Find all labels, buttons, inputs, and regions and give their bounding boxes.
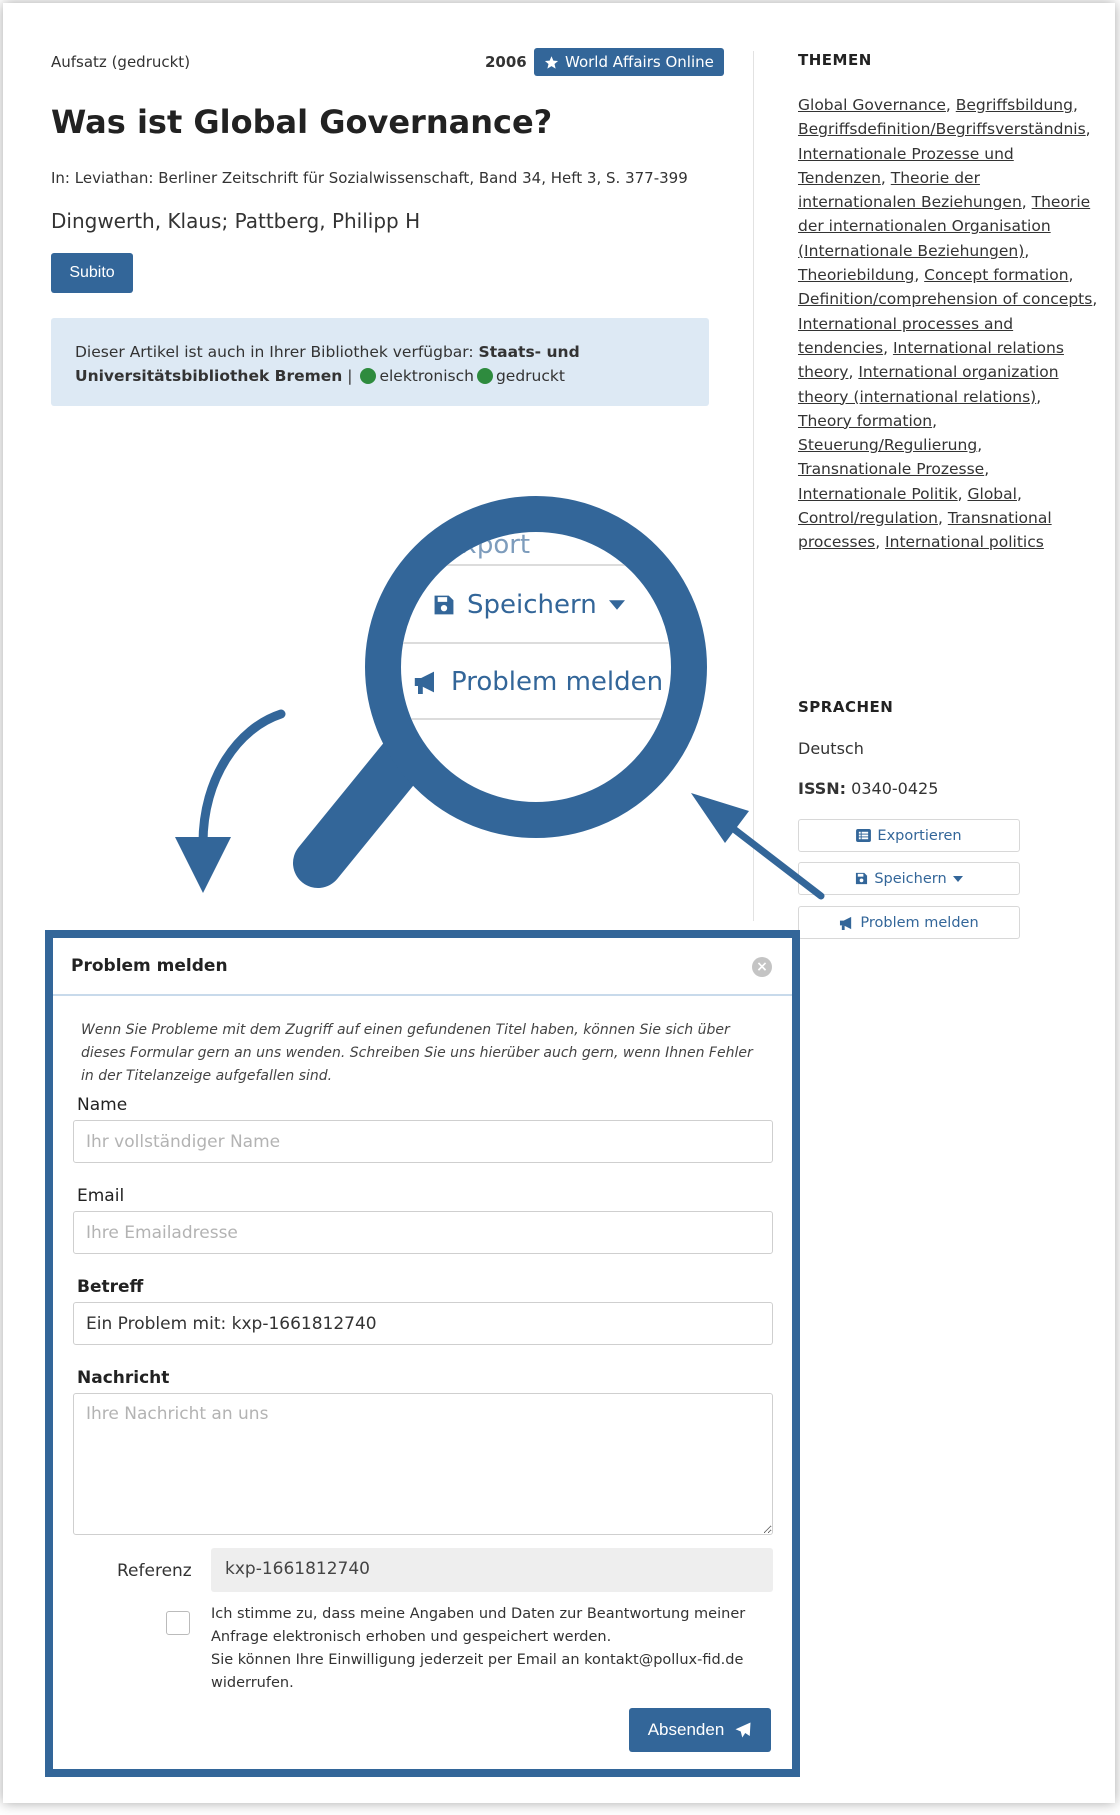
subject-label: Betreff [77,1277,144,1297]
modal-title: Problem melden [71,956,228,976]
topic-link[interactable]: International politics [885,533,1044,552]
subject-input[interactable] [73,1302,773,1345]
consent-checkbox[interactable] [166,1611,190,1635]
record-title: Was ist Global Governance? [51,103,553,141]
availability-prefix: Dieser Artikel ist auch in Ihrer Bibliothek verfügbar: [75,343,479,361]
topic-link[interactable]: Internationale Prozesse und Tendenzen [798,144,1014,187]
curved-arrow-head-icon [175,837,231,893]
topic-link[interactable]: Global [967,484,1017,503]
topics-heading: THEMEN [798,51,872,69]
consent-line-1: Ich stimme zu, dass meine Angaben und Daten zur Beantwortung meiner Anfrage elektronisch erhoben und gespeichert werden. [211,1606,746,1645]
topic-link[interactable]: Transnational processes [798,509,1052,552]
report-problem-button-label: Problem melden [860,914,979,931]
availability-printed[interactable]: gedruckt [495,367,565,385]
topic-link[interactable]: Steuerung/Regulierung [798,436,978,455]
magnifier-illustration [288,493,718,913]
name-label: Name [77,1095,128,1115]
topic-link[interactable]: International relations theory [798,338,1064,382]
page-frame [3,3,1115,1803]
topic-link[interactable]: Theory formation [798,411,933,430]
megaphone-icon [413,670,439,694]
magnified-export-label: Export [445,530,531,560]
submit-button-label: Absenden [647,1720,725,1739]
topic-link[interactable]: Definition/comprehension of concepts [798,290,1093,309]
consent-text [211,1603,771,1695]
magnified-export-item [445,530,530,560]
floppy-disk-icon [433,594,455,616]
subito-button[interactable]: Subito [51,253,133,293]
reference-label: Referenz [117,1561,192,1581]
caret-down-icon [609,600,625,610]
topic-link[interactable]: Control/regulation [798,509,938,528]
topic-link[interactable]: International processes and tendencies [798,314,1014,357]
close-icon[interactable]: × [752,957,772,977]
straight-arrow-icon [726,823,821,896]
magnified-save-item [433,590,625,620]
record-source: In: Leviathan: Berliner Zeitschrift für Sozialwissenschaft, Band 34, Heft 3, S. 377-399 [51,169,688,187]
publication-year: 2006 [485,53,527,71]
languages-heading: SPRACHEN [798,698,894,716]
curved-arrow-icon [203,714,281,843]
record-authors: Dingwerth, Klaus; Pattberg, Philipp H [51,209,421,233]
modal-intro: Wenn Sie Probleme mit dem Zugriff auf einen gefundenen Titel haben, können Sie sich über dieses Formular gern an uns wenden. Schreiben Sie uns hierüber auch gern, wenn Ihnen Fehler in der Titelanzeige aufgefallen sind. [81,1022,753,1084]
issn-label: ISSN: [798,779,847,798]
consent-line-2: Sie können Ihre Einwilligung jederzeit per Email an kontakt@pollux-fid.de widerrufen. [211,1652,744,1691]
magnified-report-item [413,667,663,697]
magnified-report-label: Problem melden [451,667,664,697]
availability-separator: | [342,367,358,385]
topic-link[interactable]: Theorie der internationalen Organisation (Internationale Beziehungen) [798,193,1091,260]
reference-field: kxp-1661812740 [211,1548,773,1592]
modal-header [53,938,792,996]
email-label: Email [77,1186,125,1206]
topic-link[interactable]: International organization theory (international relations) [798,363,1059,406]
magnified-divider [391,564,691,566]
magnified-divider [391,642,691,644]
submit-button[interactable] [629,1708,771,1752]
message-label: Nachricht [77,1368,170,1388]
topic-link[interactable]: Theoriebildung [798,266,915,285]
report-problem-modal [45,930,800,1777]
export-button-label: Exportieren [877,827,962,844]
topic-link[interactable]: Transnationale Prozesse [798,460,985,479]
issn-value: 0340-0425 [851,779,939,798]
topic-link[interactable]: Begriffsdefinition/Begriffsverständnis [798,120,1086,139]
name-input[interactable] [73,1120,773,1163]
availability-library: Staats- und Universitätsbibliothek Bremen [75,343,580,385]
topics-list: Global Governance, Begriffsbildung, Begriffsdefinition/Begriffsverständnis, Internationale Prozesse und Tendenzen, Theorie der internationalen Beziehungen, Theorie der internationalen Organisation (Internationale Beziehungen), Theoriebildung, Concept formation, Definition/comprehension of concepts, International processes and tendencies, International relations theory, International organization theory (international relations), Theory formation, Steuerung/Regulierung, Transnationale Prozesse, Internationale Politik, Global, Control/regulation, Transnational processes, International politics [798,96,1098,552]
message-textarea[interactable] [73,1393,773,1535]
magnifier-lens [365,496,707,838]
magnified-save-label: Speichern [467,590,597,620]
document-type: Aufsatz (gedruckt) [51,53,191,71]
paper-plane-icon [734,1721,752,1739]
magnified-divider [391,718,691,720]
topic-link[interactable]: Theorie der internationalen Beziehungen [798,168,1022,212]
availability-electronic[interactable]: elektronisch [379,367,474,385]
topic-link[interactable]: Begriffsbildung [955,96,1073,114]
language-value: Deutsch [798,739,864,758]
email-input[interactable] [73,1211,773,1254]
topic-link[interactable]: Concept formation [924,266,1069,285]
save-button-label: Speichern [874,870,947,887]
topic-link[interactable]: Internationale Politik [798,484,958,503]
topic-link[interactable]: Global Governance [798,96,946,114]
collection-badge-label: World Affairs Online [565,53,714,71]
